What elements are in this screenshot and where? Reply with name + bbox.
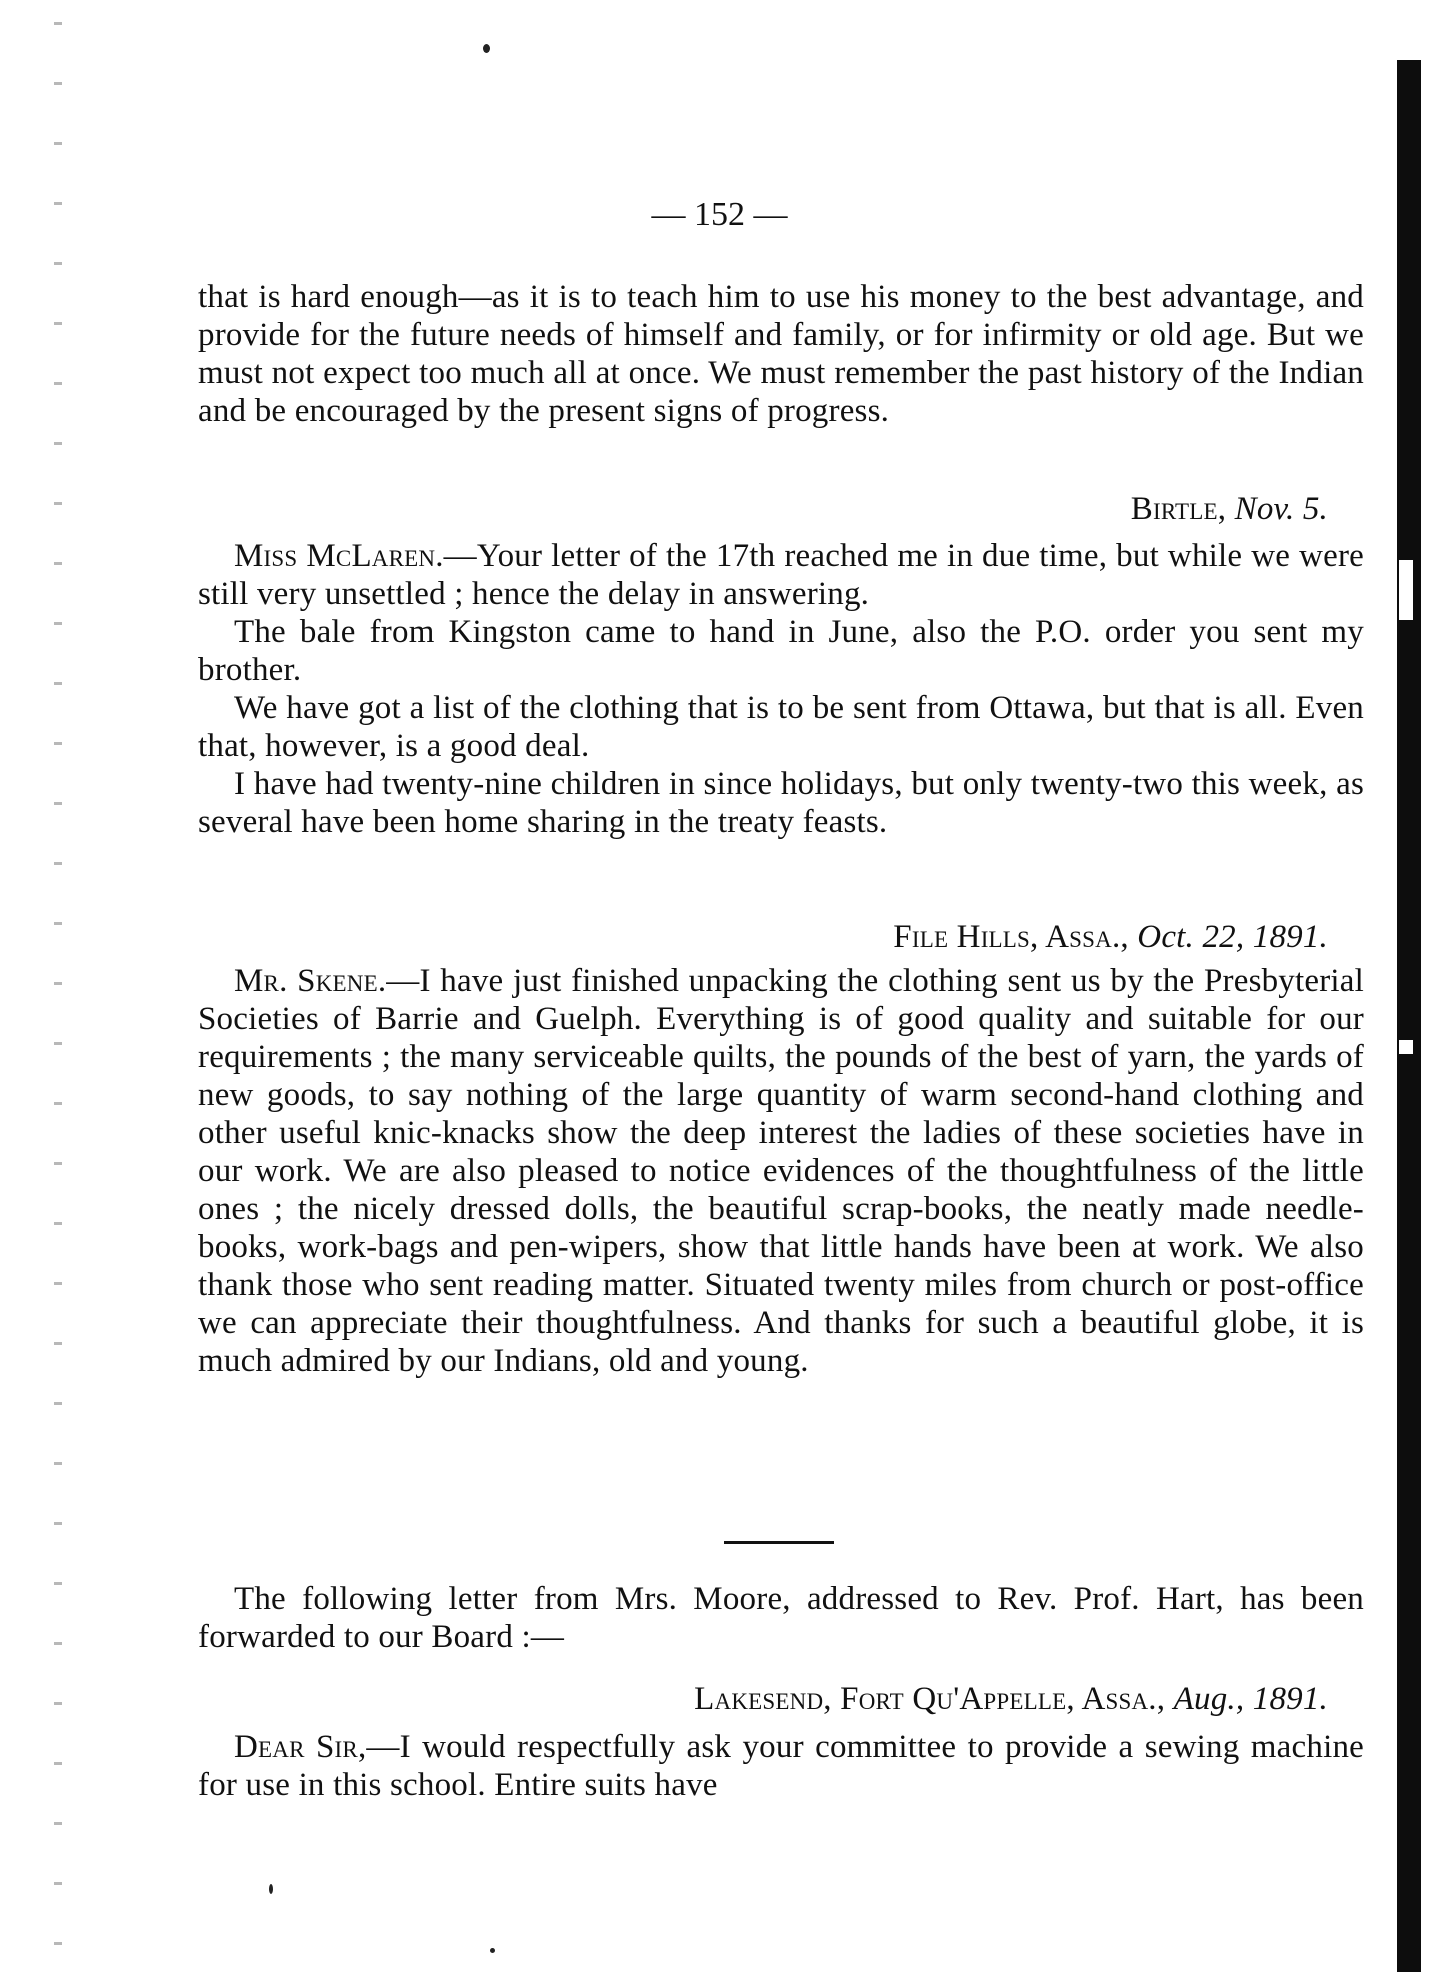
dateline-file-hills — [198, 918, 1364, 956]
top-paragraph-block — [198, 278, 1364, 430]
letter-speaker: Mr. Skene. — [234, 963, 387, 999]
dateline-date: Oct. 22, 1891. — [1137, 919, 1328, 955]
letter-paragraph: I have had twenty-nine children in since holidays, but only twenty-two this week, as several have been home sharing in the treaty feasts. — [198, 766, 1364, 840]
letter-skene — [198, 962, 1364, 1380]
letter-paragraph — [198, 962, 1364, 1380]
letter-paragraph: We have got a list of the clothing that is to be sent from Ottawa, but that is all. Even that, however, is a good deal. — [198, 690, 1364, 764]
ink-speck — [490, 1948, 495, 1953]
page-number: — 152 — — [651, 196, 788, 233]
ink-speck — [269, 1884, 273, 1894]
dateline-lakesend — [198, 1680, 1364, 1718]
letter-moore — [198, 1728, 1364, 1804]
ink-speck — [483, 44, 490, 53]
letter-mclaren — [198, 537, 1364, 841]
letter-text: —Your letter of the 17th reached me in due time, but while we were still very unsettled ; hence the delay in answering. — [198, 538, 1364, 612]
dateline-place: Lakesend, Fort Qu'Appelle, Assa., — [694, 1681, 1166, 1717]
letter-salutation: Dear Sir, — [234, 1729, 367, 1765]
dateline-birtle — [198, 490, 1364, 528]
letter-speaker: Miss McLaren. — [234, 538, 444, 574]
left-gutter-specks — [38, 0, 78, 1972]
letter-text: —I have just finished unpacking the clothing sent us by the Presbyterial Societies of Barrie and Guelph. Everything is of good quality and suitable for our requirements ; the many serviceable quilts, the pounds of the best of yarn, the yards of new goods, to say nothing of the large quantity of warm second-hand clothing and other useful knic-knacks show the deep interest the ladies of these societies have in our work. We are also pleased to notice evidences of the thoughtfulness of the little ones ; the nicely dressed dolls, the beautiful scrap-books, the neatly made needle-books, work-bags and pen-wipers, show that little hands have been at work. We also thank those who sent reading matter. Situated twenty miles from church or post-office we can appreciate their thoughtfulness. And thanks for such a beautiful globe, it is much admired by our Indians, old and young. — [198, 963, 1364, 1379]
top-paragraph: that is hard enough—as it is to teach him to use his money to the best advantage, and provide for the future needs of himself and family, or for infirmity or old age. But we must not expect too much all at once. We must remember the past history of the Indian and be encouraged by the present signs of progress. — [198, 279, 1364, 429]
dateline-date: Nov. 5. — [1234, 491, 1328, 527]
letter-paragraph — [198, 537, 1364, 613]
intro-block — [198, 1580, 1364, 1656]
letter-paragraph: The bale from Kingston came to hand in June, also the P.O. order you sent my brother. — [198, 614, 1364, 688]
section-divider — [724, 1541, 834, 1544]
intro-paragraph: The following letter from Mrs. Moore, addressed to Rev. Prof. Hart, has been forwarded to our Board :— — [198, 1581, 1364, 1655]
dateline-date: Aug., 1891. — [1173, 1681, 1328, 1717]
letter-text: —I would respectfully ask your committee to provide a sewing machine for use in this school. Entire suits have — [198, 1729, 1364, 1803]
dateline-place: Birtle, — [1130, 491, 1227, 527]
binding-notch — [1399, 560, 1413, 620]
letter-paragraph — [198, 1728, 1364, 1804]
binding-notch — [1399, 1040, 1413, 1054]
dateline-place: File Hills, Assa., — [893, 919, 1129, 955]
binding-edge — [1397, 60, 1421, 1972]
